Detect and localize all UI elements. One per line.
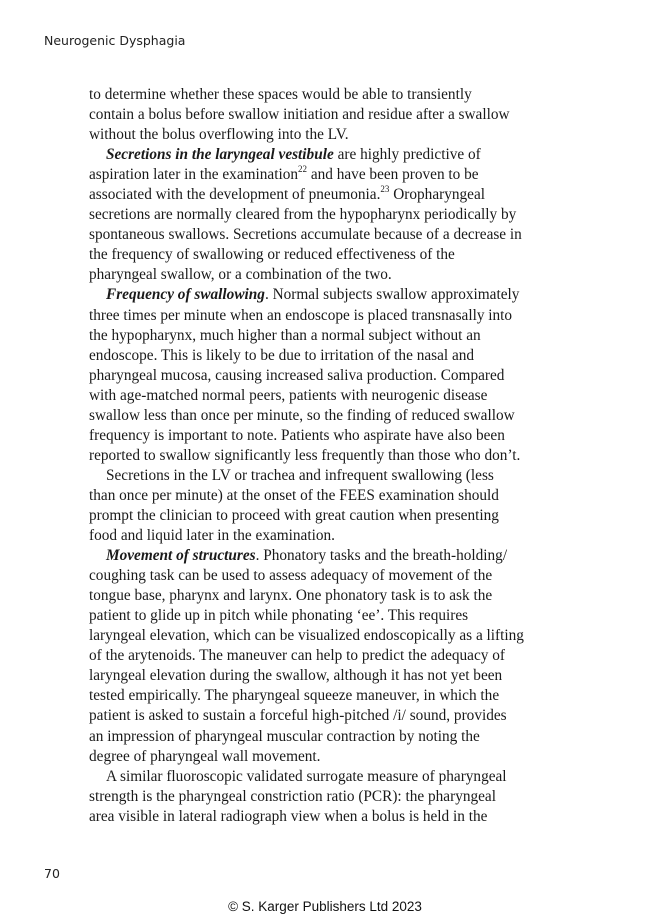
paragraph-movement-first-line <box>89 546 559 566</box>
text-line: A similar fluoroscopic validated surrogate measure of pharyngeal <box>106 767 507 785</box>
text-line <box>89 185 559 205</box>
text-run: . Normal subjects swallow approximately <box>264 286 520 304</box>
text-line: reported to swallow significantly less frequently than those who don’t. <box>89 446 521 464</box>
body-text <box>89 85 559 827</box>
text-line: strength is the pharyngeal constriction ratio (PCR): the pharyngeal <box>89 787 496 805</box>
text-line: than once per minute) at the onset of the FEES examination should <box>89 486 499 504</box>
text-line: Secretions in the LV or trachea and infrequent swallowing (less <box>106 466 494 484</box>
text-line: without the bolus overflowing into the LV. <box>89 126 349 144</box>
paragraph-frequency-first-line <box>89 285 559 305</box>
text-line: area visible in lateral radiograph view when a bolus is held in the <box>89 807 488 825</box>
text-line: prompt the clinician to proceed with great caution when presenting <box>89 506 499 524</box>
text-run: aspiration later in the examination <box>89 166 298 184</box>
text-line: contain a bolus before swallow initiation and residue after a swallow <box>89 106 510 124</box>
run-in-heading: Frequency of swallowing <box>106 286 265 304</box>
text-line: the hypopharynx, much higher than a normal subject without an <box>89 326 481 344</box>
citation-superscript: 22 <box>298 164 307 175</box>
text-line: three times per minute when an endoscope is placed transnasally into <box>89 306 513 324</box>
paragraph-secretions-first-line <box>89 145 559 165</box>
citation-superscript: 23 <box>380 184 390 195</box>
text-line: tongue base, pharynx and larynx. One phonatory task is to ask the <box>89 587 493 605</box>
text-line: to determine whether these spaces would be able to transiently <box>89 86 472 103</box>
copyright-notice: © S. Karger Publishers Ltd 2023 <box>228 899 422 914</box>
text-run: associated with the development of pneumonia. <box>89 186 381 204</box>
text-line: an impression of pharyngeal muscular contraction by noting the <box>89 727 480 745</box>
text-line <box>89 165 559 185</box>
text-line: swallow less than once per minute, so the finding of reduced swallow <box>89 406 515 424</box>
text-line: degree of pharyngeal wall movement. <box>89 747 321 765</box>
text-line: patient is asked to sustain a forceful high-pitched /i/ sound, provides <box>89 707 507 725</box>
text-line: frequency is important to note. Patients who aspirate have also been <box>89 426 505 444</box>
text-line: endoscope. This is likely to be due to irritation of the nasal and <box>89 346 475 364</box>
running-head: Neurogenic Dysphagia <box>44 33 186 48</box>
text-run: are highly predictive of <box>333 146 481 164</box>
text-line: pharyngeal swallow, or a combination of the two. <box>89 266 392 284</box>
text-line: laryngeal elevation, which can be visualized endoscopically as a lifting <box>89 627 524 645</box>
text-run: and have been proven to be <box>307 166 479 184</box>
text-line: coughing task can be used to assess adequacy of movement of the <box>89 567 493 585</box>
text-line: food and liquid later in the examination. <box>89 527 335 545</box>
text-line: tested empirically. The pharyngeal squeeze maneuver, in which the <box>89 687 500 705</box>
text-run: Oropharyngeal <box>389 186 485 204</box>
run-in-heading: Secretions in the laryngeal vestibule <box>106 146 334 164</box>
text-line: patient to glide up in pitch while phonating ‘ee’. This requires <box>89 607 469 625</box>
text-line: laryngeal elevation during the swallow, although it has not yet been <box>89 667 503 685</box>
page-number: 70 <box>44 866 60 881</box>
text-line: with age-matched normal peers, patients with neurogenic disease <box>89 386 488 404</box>
text-line: the frequency of swallowing or reduced effectiveness of the <box>89 246 455 264</box>
text-line: of the arytenoids. The maneuver can help to predict the adequacy of <box>89 647 505 665</box>
text-line: spontaneous swallows. Secretions accumulate because of a decrease in <box>89 226 522 244</box>
run-in-heading: Movement of structures <box>106 547 256 565</box>
text-line: pharyngeal mucosa, causing increased saliva production. Compared <box>89 366 505 384</box>
text-line: secretions are normally cleared from the hypopharynx periodically by <box>89 206 517 224</box>
text-run: . Phonatory tasks and the breath-holding/ <box>255 547 508 565</box>
